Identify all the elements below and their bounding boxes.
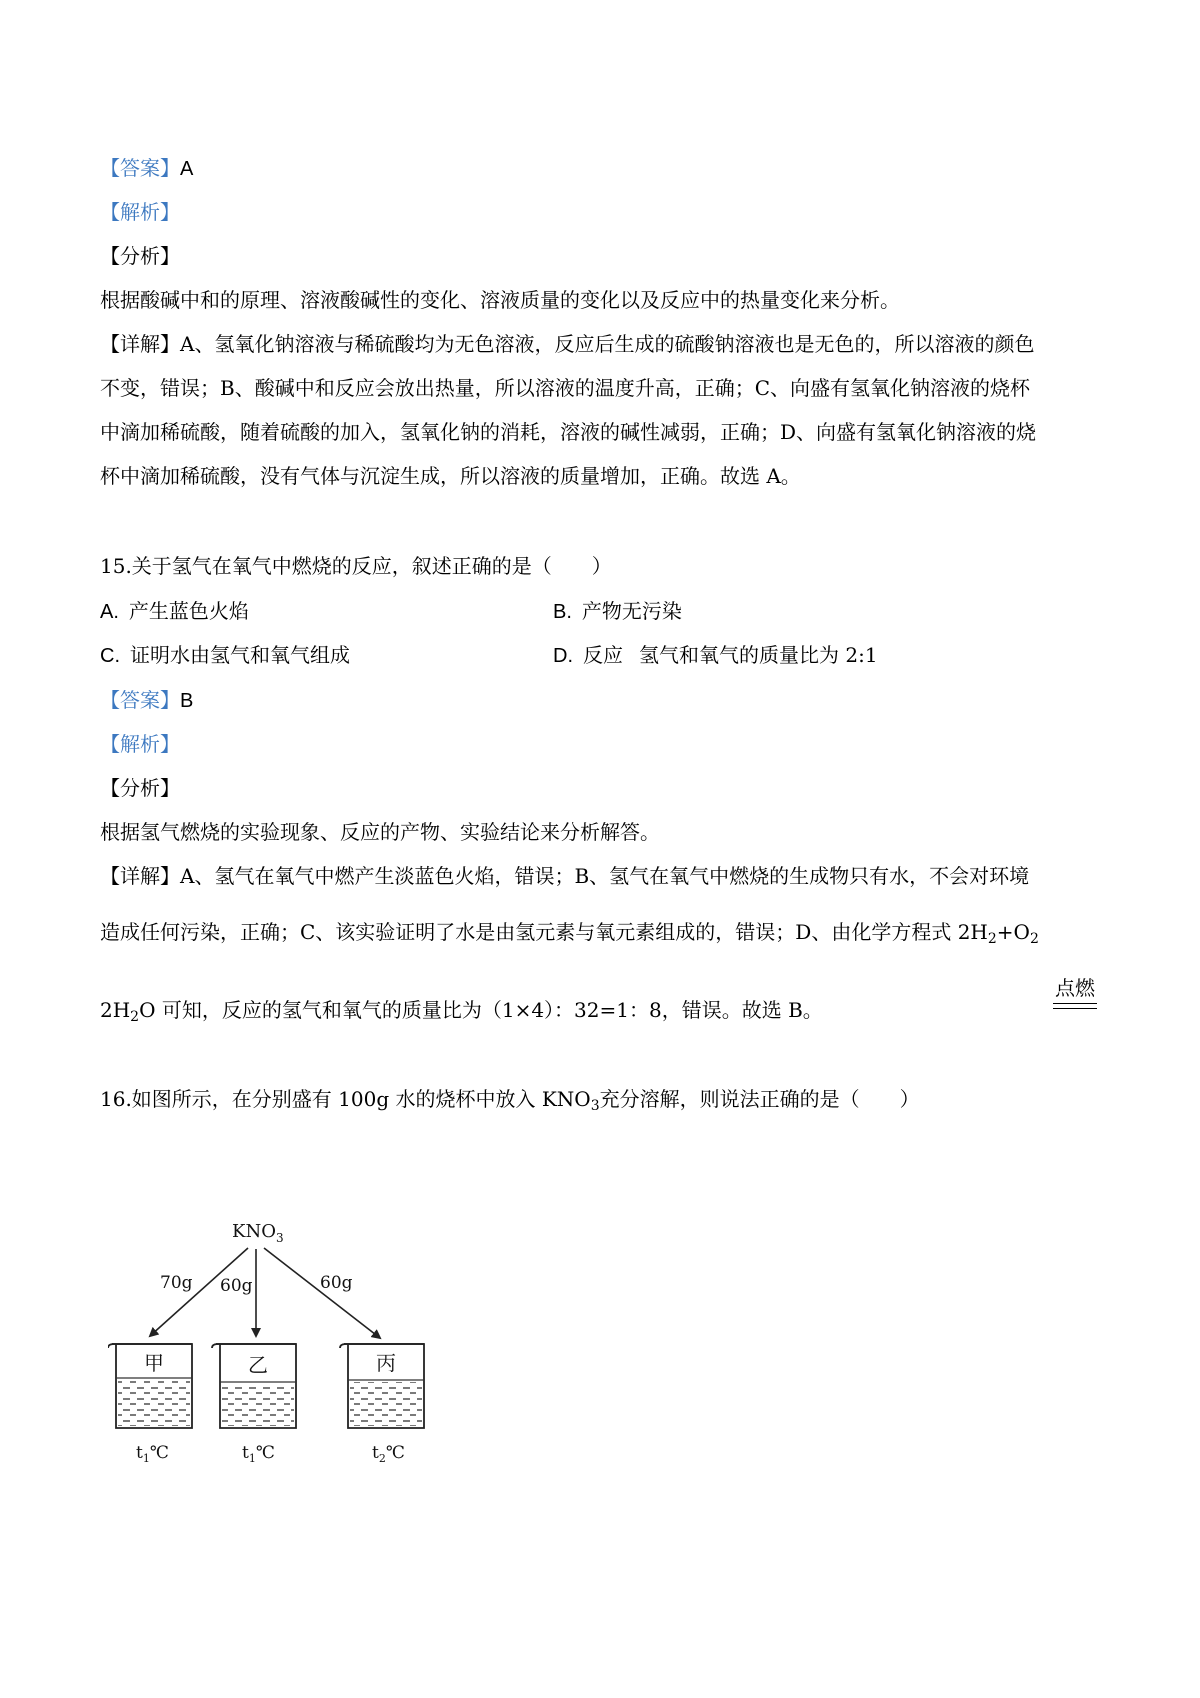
svg-text:甲: 甲: [144, 1351, 164, 1375]
option-label: B.: [553, 601, 572, 623]
q14-detail-line-2: 不变，错误；B、酸碱中和反应会放出热量，所以溶液的温度升高，正确；C、向盛有氢氧化钠溶液的烧杯: [100, 376, 1030, 400]
q14-analysis-tag: 【解析】: [100, 200, 180, 224]
option-text: 氢气和氧气的质量比为 2:1: [639, 643, 878, 667]
option-label: C.: [100, 645, 120, 667]
beaker-yi: [212, 1344, 296, 1465]
answer-tag: 【答案】: [100, 156, 180, 180]
arrow-to-bing: [264, 1248, 380, 1338]
answer-tag: 【答案】: [100, 688, 180, 712]
svg-text:乙: 乙: [248, 1353, 268, 1377]
option-text: 反应: [583, 643, 623, 667]
q15-detail-line-3: $2H_2O$ 可知，反应的氢气和氧气的质量比为（1×4）：32=1：8，错误。故选 B。: [100, 998, 823, 1025]
detail-tag: 【详解】: [100, 332, 180, 356]
answer-value: A: [180, 158, 194, 180]
svg-text:丙: 丙: [376, 1351, 396, 1375]
q15-detail-line-2: 造成任何污染，正确；C、该实验证明了水是由氢元素与氧元素组成的，错误；D、由化学方程式 $2H_2+O_2$: [100, 920, 1039, 947]
kno3-source-label: $KNO_3$: [232, 1221, 284, 1245]
q15-analysis-tag: 【解析】: [100, 732, 180, 756]
svg-text:t2℃: $t_2℃$: [372, 1443, 405, 1465]
mass-label-yi: 60g: [220, 1276, 253, 1296]
q15-detail-line-1: 【详解】A、氢气在氧气中燃产生淡蓝色火焰，错误；B、氢气在氧气中燃烧的生成物只有水，不会对环境: [100, 864, 1030, 888]
beaker-bing: [340, 1344, 424, 1465]
q15-option-d: [553, 641, 878, 670]
mass-label-bing: 60g: [320, 1273, 353, 1293]
option-label: D.: [553, 645, 573, 667]
mass-label-jia: 70g: [160, 1273, 193, 1293]
q15-stem: 15.关于氢气在氧气中燃烧的反应，叙述正确的是（ ）: [100, 554, 612, 578]
q14-detail-line-3: 中滴加稀硫酸，随着硫酸的加入，氢氧化钠的消耗，溶液的碱性减弱，正确；D、向盛有氢氧化钠溶液的烧: [100, 420, 1037, 444]
svg-text:t1℃: $t_1℃$: [136, 1443, 169, 1465]
svg-text:t1℃: $t_1℃$: [242, 1443, 275, 1465]
q15-answer: [100, 686, 1100, 715]
q14-detail-line-4: 杯中滴加稀硫酸，没有气体与沉淀生成，所以溶液的质量增加，正确。故选 A。: [100, 464, 801, 488]
q15-fenxi-tag: 【分析】: [100, 776, 180, 800]
option-label: A.: [100, 601, 119, 623]
option-text: 产生蓝色火焰: [128, 599, 249, 623]
q14-answer: [100, 154, 1100, 183]
q15-fenxi-text: 根据氢气燃烧的实验现象、反应的产物、实验结论来分析解答。: [100, 820, 660, 844]
reaction-condition: 点燃: [1055, 976, 1095, 1000]
detail-tag: 【详解】: [100, 864, 180, 888]
q14-fenxi-text: 根据酸碱中和的原理、溶液酸碱性的变化、溶液质量的变化以及反应中的热量变化来分析。: [100, 288, 900, 312]
q16-stem: 16.如图所示，在分别盛有 100g 水的烧杯中放入 $KNO_3$充分溶解，则说法正确的是（ ）: [100, 1087, 920, 1114]
option-text: 证明水由氢气和氧气组成: [130, 643, 350, 667]
kno3-beakers-figure: [108, 1218, 468, 1480]
q14-detail-line-1: 【详解】A、氢氧化钠溶液与稀硫酸均为无色溶液，反应后生成的硫酸钠溶液也是无色的，所以溶液的颜色: [100, 332, 1035, 356]
q15-option-a: [100, 597, 249, 626]
option-text: 产物无污染: [581, 599, 682, 623]
q15-option-c: [100, 641, 350, 670]
beaker-jia: [108, 1344, 192, 1465]
answer-value: B: [180, 690, 194, 712]
q14-fenxi-tag: 【分析】: [100, 244, 180, 268]
q15-option-b: [553, 597, 682, 626]
